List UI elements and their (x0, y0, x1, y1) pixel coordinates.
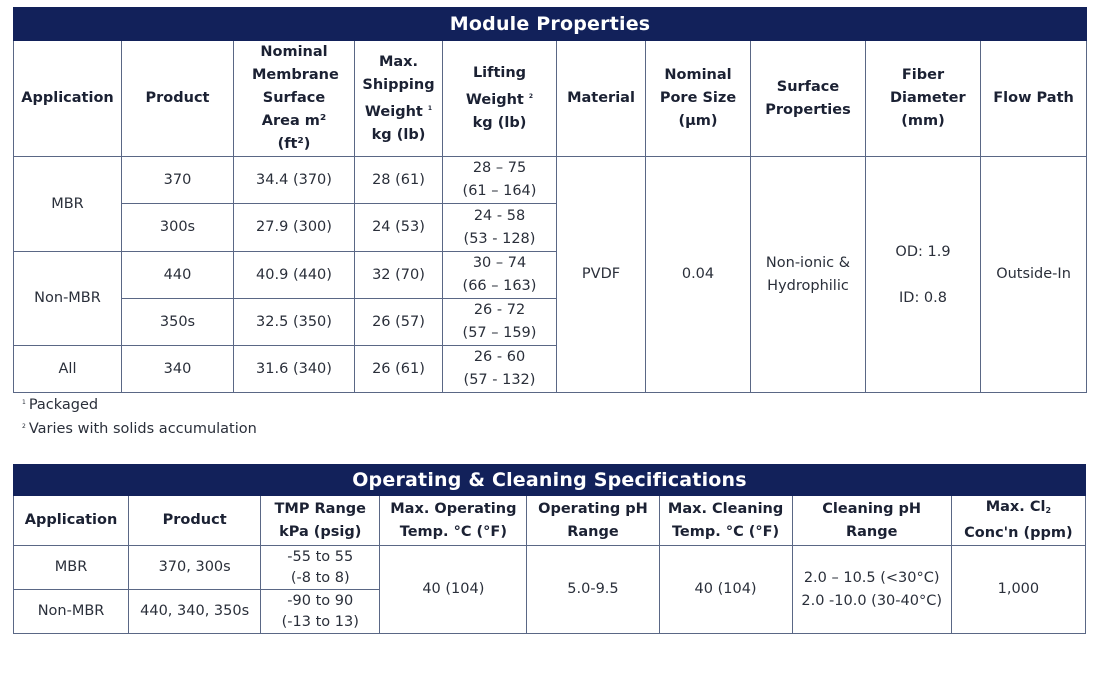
lifting-cell (443, 299, 557, 346)
header-lifting (443, 41, 557, 157)
footnote-1 (22, 392, 257, 416)
header-product: Product (129, 496, 261, 546)
header-pore (646, 41, 751, 157)
footnotes (22, 392, 257, 440)
footnote-mark-2: 2 (528, 93, 534, 100)
area-cell: 31.6 (340) (234, 346, 355, 393)
lifting-lb: (57 – 159) (462, 325, 537, 341)
group-all: All (14, 346, 122, 393)
surface-line-1: Non-ionic & (765, 254, 851, 271)
shipping-cell: 26 (61) (355, 346, 443, 393)
operating-title: Operating & Cleaning Specifications (14, 465, 1086, 496)
footnote-1-text: Packaged (28, 397, 99, 413)
header-clean-ph-line-2: Range (845, 523, 898, 540)
area-cell: 34.4 (370) (234, 157, 355, 204)
shipping-cell: 32 (70) (355, 252, 443, 299)
header-max-clean-line-1: Max. Cleaning (667, 500, 784, 517)
table-row (14, 546, 1086, 590)
max-cl2-cell: 1,000 (951, 546, 1085, 634)
pore-cell: 0.04 (646, 157, 751, 393)
flow-cell: Outside-In (981, 157, 1087, 393)
header-max-clean-line-2: Temp. °C (°F) (671, 523, 780, 540)
product-cell: 440, 340, 350s (129, 590, 261, 634)
header-pore-text: Nominal Pore Size (µm) (659, 67, 737, 129)
max-cleaning-cell: 40 (104) (659, 546, 792, 634)
operating-ph-cell: 5.0-9.5 (527, 546, 659, 634)
header-surface-text: Surface Properties (765, 78, 851, 118)
lifting-cell (443, 252, 557, 299)
header-max-cl2 (951, 496, 1085, 546)
lifting-lb: (53 - 128) (463, 230, 536, 247)
tmp-kpa: -90 to 90 (287, 592, 354, 609)
header-operating-ph (527, 496, 659, 546)
lifting-cell (443, 157, 557, 204)
footnote-2-text: Varies with solids accumulation (28, 421, 257, 437)
header-cl2-subscript: 2 (1045, 506, 1052, 515)
header-op-ph-line-2: Range (567, 523, 619, 540)
cleaning-ph-cell (792, 546, 951, 634)
shipping-cell: 26 (57) (355, 299, 443, 346)
header-fiber-text: Fiber Diameter (mm) (890, 67, 966, 129)
header-max-op-line-1: Max. Operating (390, 500, 517, 517)
header-row (14, 41, 1087, 157)
group-mbr: MBR (14, 157, 122, 252)
header-row (14, 496, 1086, 546)
product-cell: 370, 300s (129, 546, 261, 590)
header-application: Application (14, 496, 129, 546)
surface-cell (751, 157, 866, 393)
header-clean-ph-line-1: Cleaning pH (822, 500, 922, 517)
lifting-kg: 30 – 74 (472, 255, 527, 271)
tmp-cell (261, 590, 380, 634)
header-flow: Flow Path (981, 41, 1087, 157)
footnote-2 (22, 416, 257, 440)
group-non-mbr: Non-MBR (14, 252, 122, 346)
lifting-kg: 26 - 72 (473, 302, 526, 318)
header-cleaning-ph (792, 496, 951, 546)
fiber-id: ID: 0.8 (899, 289, 947, 306)
header-max-cleaning (659, 496, 792, 546)
header-material: Material (557, 41, 646, 157)
fiber-od: OD: 1.9 (895, 243, 951, 260)
header-tmp-line-1: TMP Range (274, 500, 366, 517)
module-properties-title: Module Properties (14, 8, 1087, 41)
area-cell: 32.5 (350) (234, 299, 355, 346)
lifting-cell (443, 346, 557, 393)
header-product: Product (122, 41, 234, 157)
lifting-kg: 24 - 58 (473, 207, 526, 224)
product-cell: 350s (122, 299, 234, 346)
lifting-kg: 28 – 75 (472, 160, 527, 176)
header-max-operating (380, 496, 527, 546)
header-shipping-text: Max. Shipping Weight (362, 53, 435, 120)
material-cell: PVDF (557, 157, 646, 393)
header-lifting-unit: kg (lb) (472, 115, 527, 131)
header-area-text: Nominal Membrane Surface Area m² (ft²) (252, 44, 339, 152)
product-cell: 300s (122, 204, 234, 252)
header-tmp (261, 496, 380, 546)
product-cell: 440 (122, 252, 234, 299)
header-shipping (355, 41, 443, 157)
header-area (234, 41, 355, 157)
footnote-mark-1: 1 (427, 104, 433, 112)
max-operating-cell: 40 (104) (380, 546, 527, 634)
lifting-lb: (61 – 164) (462, 183, 537, 199)
tmp-cell (261, 546, 380, 590)
product-cell: 340 (122, 346, 234, 393)
application-cell: Non-MBR (14, 590, 129, 634)
header-shipping-unit: kg (lb) (371, 126, 426, 143)
cleaning-ph-line-2: 2.0 -10.0 (30-40°C) (801, 592, 942, 609)
area-cell: 40.9 (440) (234, 252, 355, 299)
operating-cleaning-table (13, 464, 1086, 634)
footnote-1-mark: 1 (22, 399, 26, 406)
product-cell: 370 (122, 157, 234, 204)
tmp-kpa: -55 to 55 (287, 548, 354, 565)
lifting-cell (443, 204, 557, 252)
tmp-psig: (-13 to 13) (281, 613, 359, 630)
footnote-2-mark: 2 (22, 423, 26, 430)
application-cell: MBR (14, 546, 129, 590)
shipping-cell: 24 (53) (355, 204, 443, 252)
header-cl2-line-1: Max. Cl (985, 499, 1046, 515)
header-lifting-text: Lifting Weight (465, 65, 527, 108)
header-fiber (866, 41, 981, 157)
module-properties-table (13, 7, 1087, 393)
surface-line-2: Hydrophilic (767, 277, 849, 294)
header-cl2-line-2: Conc'n (ppm) (964, 525, 1073, 541)
shipping-cell: 28 (61) (355, 157, 443, 204)
tmp-psig: (-8 to 8) (290, 569, 350, 586)
lifting-lb: (66 – 163) (462, 278, 537, 294)
table-row (14, 157, 1087, 204)
fiber-cell (866, 157, 981, 393)
header-max-op-line-2: Temp. °C (°F) (399, 523, 507, 540)
header-op-ph-line-1: Operating pH (538, 500, 648, 517)
cleaning-ph-line-1: 2.0 – 10.5 (<30°C) (803, 569, 940, 586)
lifting-lb: (57 - 132) (463, 372, 536, 388)
lifting-kg: 26 - 60 (473, 349, 526, 365)
header-surface (751, 41, 866, 157)
header-tmp-line-2: kPa (psig) (279, 523, 362, 540)
area-cell: 27.9 (300) (234, 204, 355, 252)
header-application: Application (14, 41, 122, 157)
